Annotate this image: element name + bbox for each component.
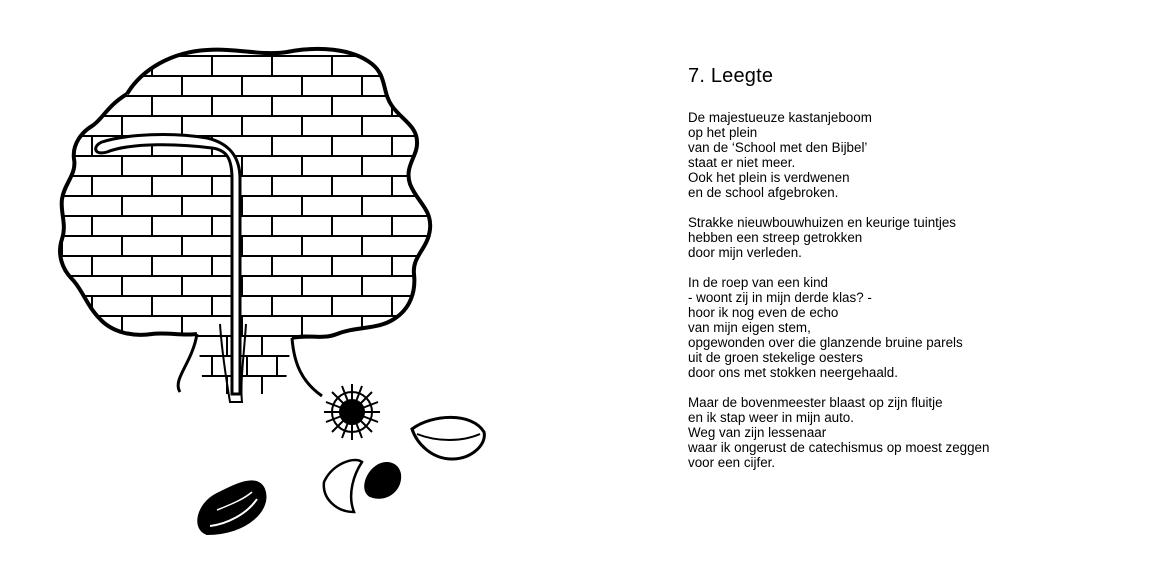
poem-line: opgewonden over die glanzende bruine parels: [688, 335, 963, 350]
poem-line: Ook het plein is verdwenen: [688, 170, 850, 185]
poem-line: en de school afgebroken.: [688, 185, 839, 200]
poem-line: en ik stap weer in mijn auto.: [688, 410, 854, 425]
stanza-3: [688, 275, 1148, 380]
poem-line: uit de groen stekelige oesters: [688, 350, 863, 365]
poem-line: - woont zij in mijn derde klas? -: [688, 290, 872, 305]
poem-line: Strakke nieuwbouwhuizen en keurige tuintjes: [688, 215, 956, 230]
stanza-4: [688, 395, 1148, 470]
poem-line: voor een cijfer.: [688, 455, 776, 470]
poem-line: staat er niet meer.: [688, 155, 796, 170]
stanza-1: [688, 110, 1148, 200]
poem-line: hoor ik nog even de echo: [688, 305, 839, 320]
chestnut-tree-icon: [32, 34, 502, 546]
poem-line: Weg van zijn lessenaar: [688, 425, 827, 440]
poem-line: De majestueuze kastanjeboom: [688, 110, 872, 125]
chestnut-tree-illustration: [32, 34, 502, 546]
poem-title: 7. Leegte: [688, 65, 774, 87]
poem-line: hebben een streep getrokken: [688, 230, 863, 245]
poem-line: van de ‘School met den Bijbel’: [688, 140, 868, 155]
poem-line: In de roep van een kind: [688, 275, 828, 290]
poem-line: waar ik ongerust de catechismus op moest zeggen: [688, 440, 990, 455]
poem-line: door ons met stokken neergehaald.: [688, 365, 898, 380]
stanza-2: [688, 215, 1148, 260]
poem-line: van mijn eigen stem,: [688, 320, 811, 335]
poem: [688, 64, 1148, 485]
poem-line: door mijn verleden.: [688, 245, 802, 260]
poem-line: Maar de bovenmeester blaast op zijn fluitje: [688, 395, 943, 410]
poem-line: op het plein: [688, 125, 758, 140]
